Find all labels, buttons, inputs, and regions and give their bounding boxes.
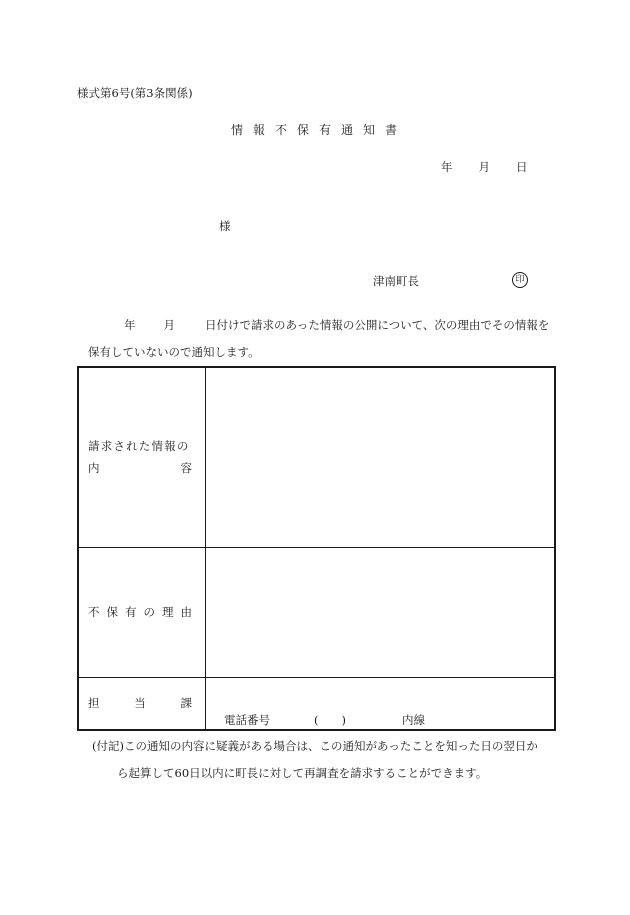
value-requested-info[interactable] <box>206 367 556 547</box>
table-row-requested-info <box>78 367 555 547</box>
body-line-1-text: 日付けで請求のあった情報の公開について、次の理由でその情報を <box>205 318 550 332</box>
date-day: 日 <box>516 160 528 174</box>
note-line-1: (付記)この通知の内容に疑義がある場合は、この通知があったことを知った日の翌日か <box>92 739 538 753</box>
value-reason[interactable] <box>206 547 556 677</box>
label-requested-info-line1: 請求された情報の <box>88 439 190 454</box>
phone-label: 電話番号 <box>224 713 270 727</box>
addressee-honorific: 様 <box>219 219 231 233</box>
date-year: 年 <box>441 160 453 174</box>
label-department: 担 当 課 <box>78 677 206 730</box>
body-line-1 <box>124 318 549 332</box>
body-month: 月 <box>163 318 175 332</box>
value-department[interactable] <box>206 677 556 730</box>
label-reason: 不 保 有 の 理 由 <box>78 547 206 677</box>
label-requested-info <box>78 367 206 547</box>
seal-mark: 印 <box>512 272 528 288</box>
extension-label: 内線 <box>401 713 425 727</box>
form-number: 様式第6号(第3条関係) <box>77 86 193 100</box>
table-row-department <box>78 677 555 730</box>
date-line <box>441 160 528 174</box>
issuer-name: 津南町長 <box>373 274 419 288</box>
phone-parens: ( ) <box>314 713 346 727</box>
body-year: 年 <box>124 318 136 332</box>
phone-row <box>224 713 425 727</box>
document-title: 情報不保有通知書 <box>230 123 407 137</box>
body-line-2: 保有していないので通知します。 <box>88 345 260 359</box>
label-requested-info-line2: 内 容 <box>88 461 192 476</box>
info-table <box>77 366 556 731</box>
table-row-reason <box>78 547 555 677</box>
note-line-2: ら起算して60日以内に町長に対して再調査を請求することができます。 <box>117 766 488 780</box>
date-month: 月 <box>478 160 490 174</box>
